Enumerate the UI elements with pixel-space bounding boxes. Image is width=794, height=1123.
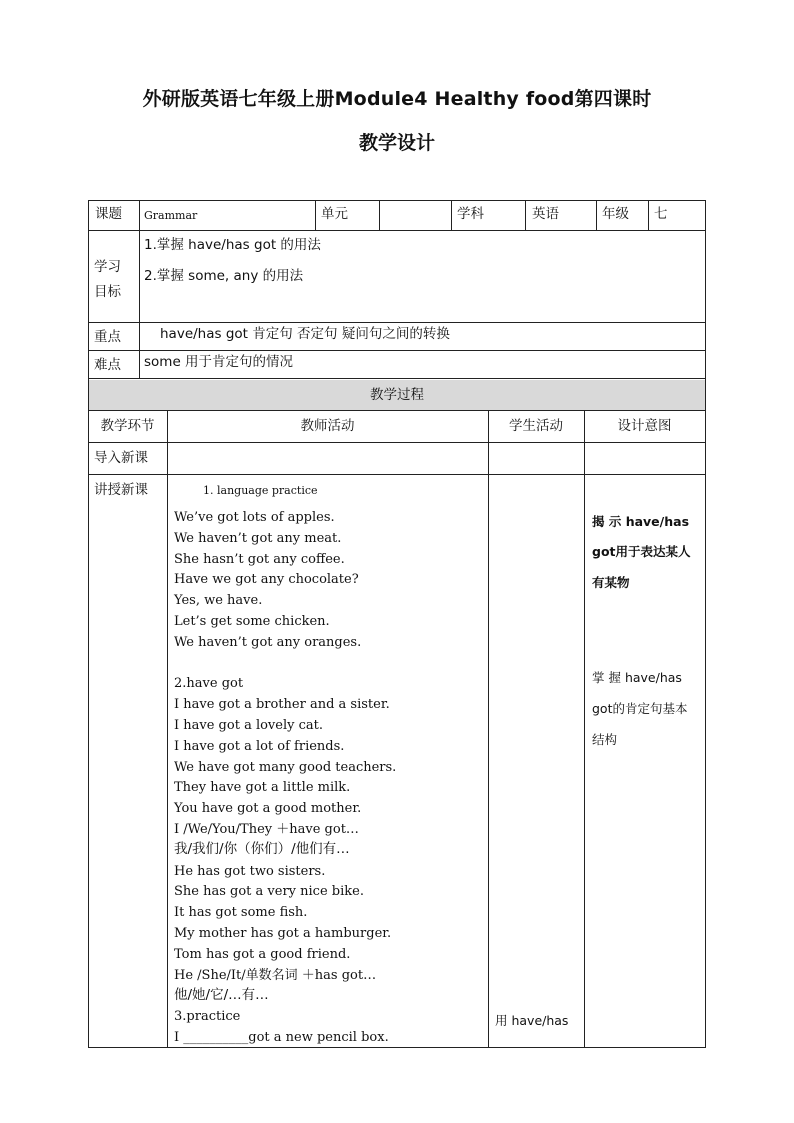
teacher-line: Have we got any chocolate?	[174, 572, 359, 587]
grade-value: 七	[654, 206, 668, 222]
teacher-line: 1. language practice	[203, 484, 318, 497]
col-header-student: 学生活动	[509, 418, 563, 434]
key-point-text: have/has got 肯定句 否定句 疑问句之间的转换	[160, 326, 450, 342]
teacher-line: We haven’t got any meat.	[174, 531, 342, 546]
teacher-line: We haven’t got any oranges.	[174, 635, 362, 650]
teacher-line: Tom has got a good friend.	[174, 947, 351, 962]
teacher-line: They have got a little milk.	[174, 780, 351, 795]
topic-value: Grammar	[144, 209, 198, 222]
difficulty-label: 难点	[94, 357, 121, 373]
teacher-line: I have got a lovely cat.	[174, 718, 323, 733]
teacher-line: We’ve got lots of apples.	[174, 510, 335, 525]
student-activity-text: 用 have/has	[495, 1013, 569, 1028]
intent-1-line: got用于表达某人	[592, 544, 691, 559]
goals-label-2: 目标	[94, 284, 121, 300]
teacher-line: It has got some fish.	[174, 905, 308, 920]
teacher-line: I __________got a new pencil box.	[174, 1030, 389, 1045]
goal-line-1: 1.掌握 have/has got 的用法	[144, 237, 321, 253]
subject-value: 英语	[532, 206, 559, 222]
document-title: 外研版英语七年级上册Module4 Healthy food第四课时	[142, 88, 652, 110]
goal-line-2: 2.掌握 some, any 的用法	[144, 268, 304, 284]
intent-2-line: 结构	[592, 732, 618, 747]
teacher-line: 我/我们/你（你们）/他们有…	[174, 841, 350, 857]
teacher-line: She hasn’t got any coffee.	[174, 552, 345, 567]
teacher-line: You have got a good mother.	[174, 801, 362, 816]
teacher-line: I have got a brother and a sister.	[174, 697, 390, 712]
grade-label: 年级	[602, 206, 629, 222]
teacher-line: We have got many good teachers.	[174, 760, 397, 775]
teacher-line: She has got a very nice bike.	[174, 884, 364, 899]
teacher-line: He /She/It/单数名词 ＋has got…	[174, 968, 377, 983]
process-header: 教学过程	[370, 387, 424, 403]
col-header-teacher: 教师活动	[300, 418, 355, 434]
subject-label: 学科	[457, 206, 484, 222]
intent-1-line: 有某物	[592, 575, 630, 590]
teacher-line: My mother has got a hamburger.	[174, 926, 392, 941]
teacher-line: I have got a lot of friends.	[174, 739, 345, 754]
teacher-line: Yes, we have.	[174, 593, 263, 608]
goals-label-1: 学习	[94, 259, 121, 275]
teacher-line: 2.have got	[174, 676, 244, 691]
intent-1-line: 揭 示 have/has	[592, 514, 690, 529]
topic-label: 课题	[95, 206, 122, 222]
document-subtitle: 教学设计	[358, 132, 435, 154]
intent-2-line: got的肯定句基本	[592, 701, 688, 716]
teacher-line: I /We/You/They ＋have got…	[174, 822, 359, 837]
teacher-line: Let’s get some chicken.	[174, 614, 330, 629]
col-header-intent: 设计意图	[617, 418, 672, 434]
unit-label: 单元	[321, 206, 348, 222]
intro-label: 导入新课	[94, 450, 148, 466]
key-point-label: 重点	[94, 329, 121, 345]
difficulty-text: some 用于肯定句的情况	[144, 354, 294, 370]
teacher-line: 3.practice	[174, 1009, 241, 1024]
col-header-stage: 教学环节	[100, 418, 155, 434]
teacher-line: He has got two sisters.	[174, 864, 326, 879]
teacher-line: 他/她/它/…有…	[174, 987, 269, 1003]
intent-2-line: 掌 握 have/has	[592, 670, 682, 685]
teach-label: 讲授新课	[94, 482, 148, 498]
